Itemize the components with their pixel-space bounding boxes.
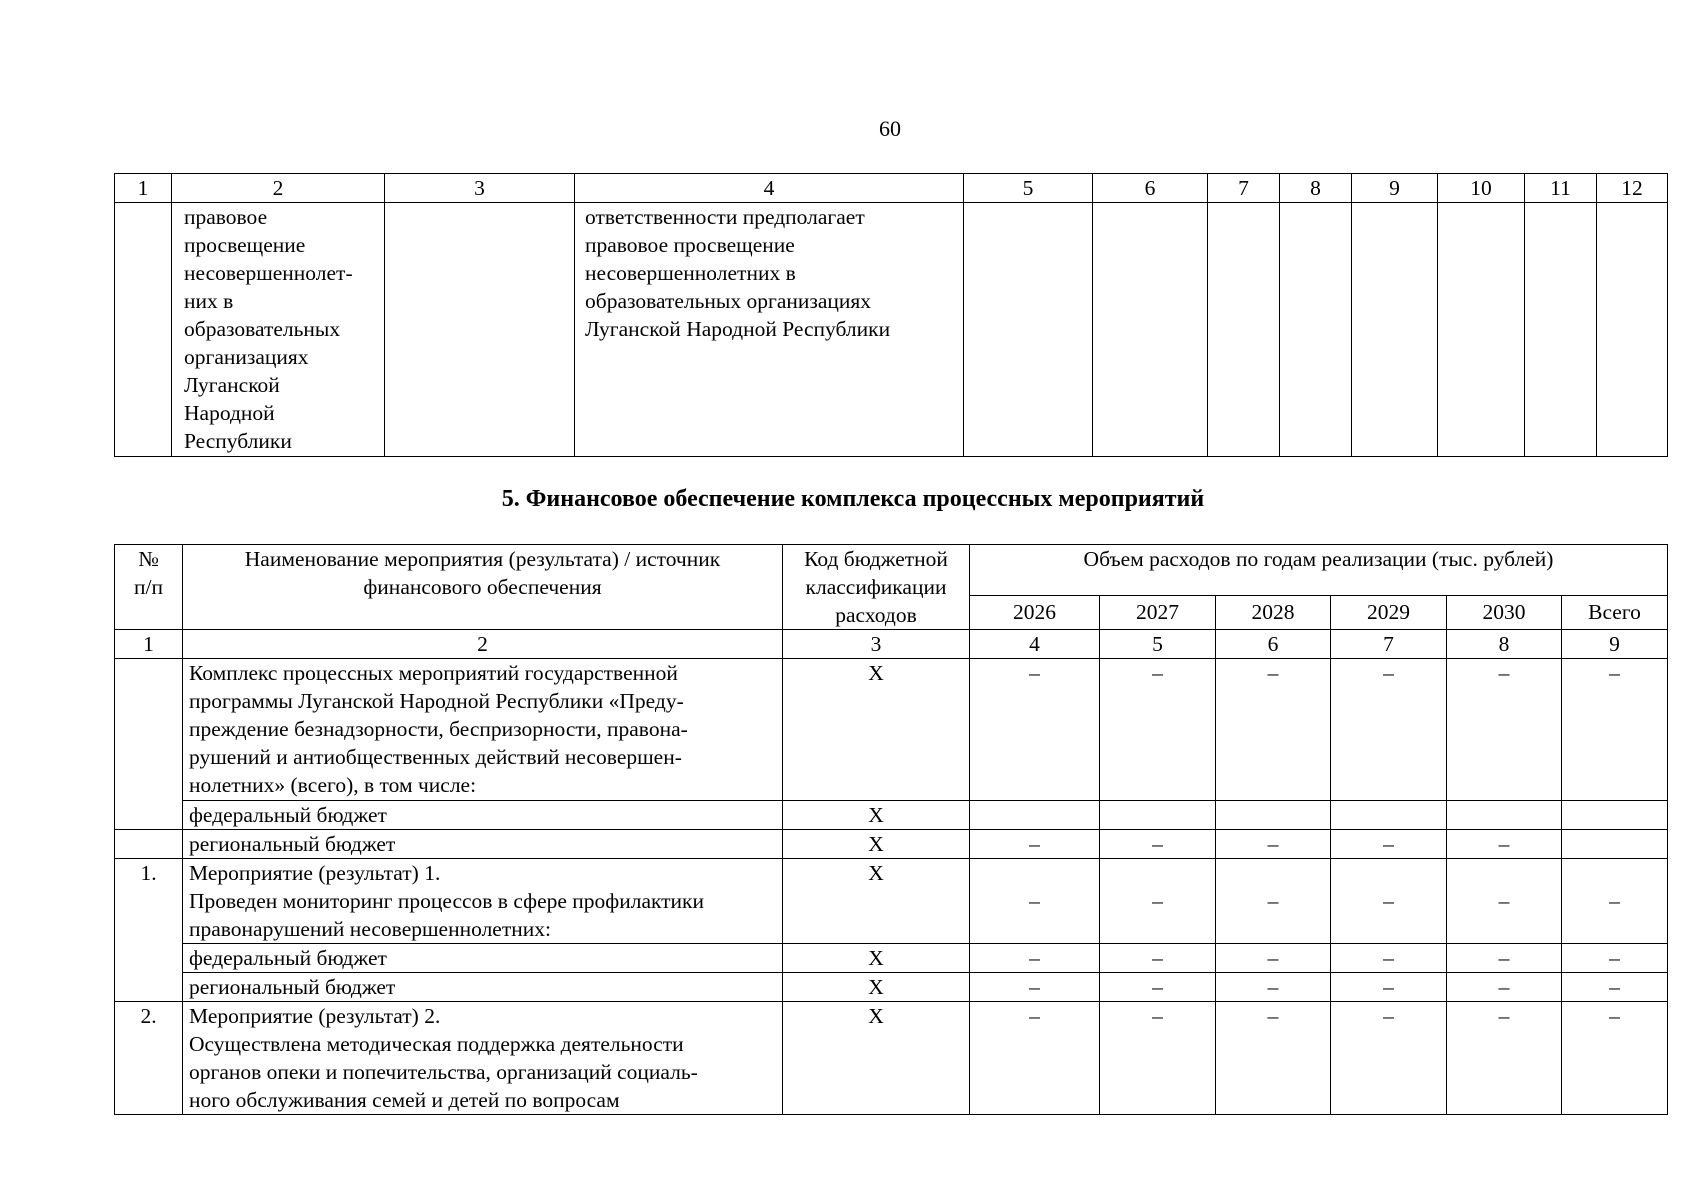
row-name: Комплекс процессных мероприятий государственной программы Луганской Народной Республики «Преду- преждение безнадзорности, беспризорности, правона- рушений и антиобщественных действий несовершен- нолетних» (всего), в том числе: bbox=[183, 659, 783, 801]
col-num: 2 bbox=[172, 174, 385, 203]
header-num: № п/п bbox=[115, 545, 183, 630]
row-code: Х bbox=[783, 659, 970, 801]
header-year: 2027 bbox=[1100, 595, 1216, 629]
value-cell: – bbox=[1100, 859, 1216, 944]
value-cell: – bbox=[970, 859, 1100, 944]
value-cell bbox=[1331, 801, 1447, 830]
value-cell: – bbox=[1447, 859, 1562, 944]
value-cell: – bbox=[1562, 1002, 1668, 1115]
cell bbox=[115, 203, 172, 457]
value-cell: – bbox=[1447, 830, 1562, 859]
page-number: 60 bbox=[879, 116, 901, 141]
col-num: 6 bbox=[1216, 630, 1331, 659]
col-num: 3 bbox=[385, 174, 575, 203]
value-cell: – bbox=[1216, 944, 1331, 973]
cell bbox=[1093, 203, 1208, 457]
table-row bbox=[115, 830, 1668, 859]
col-num: 1 bbox=[115, 630, 183, 659]
header-code: Код бюджетной классификации расходов bbox=[783, 545, 970, 630]
col-num: 12 bbox=[1597, 174, 1668, 203]
value-cell: – bbox=[1216, 830, 1331, 859]
value-cell: – bbox=[970, 973, 1100, 1002]
row-code: Х bbox=[783, 859, 970, 944]
col-num: 6 bbox=[1093, 174, 1208, 203]
value-cell: – bbox=[1331, 944, 1447, 973]
column-number-row bbox=[115, 630, 1668, 659]
header-name: Наименование мероприятия (результата) / источник финансового обеспечения bbox=[183, 545, 783, 630]
value-cell: – bbox=[1562, 659, 1668, 801]
col-num: 7 bbox=[1331, 630, 1447, 659]
value-cell: – bbox=[1331, 973, 1447, 1002]
col-num: 3 bbox=[783, 630, 970, 659]
cell bbox=[1352, 203, 1438, 457]
table-row bbox=[115, 801, 1668, 830]
value-cell: – bbox=[1100, 944, 1216, 973]
row-name: федеральный бюджет bbox=[183, 801, 783, 830]
col-num: 4 bbox=[970, 630, 1100, 659]
value-cell: – bbox=[1562, 859, 1668, 944]
row-code: Х bbox=[783, 830, 970, 859]
row-code: Х bbox=[783, 944, 970, 973]
financing-table bbox=[114, 544, 1668, 1115]
value-cell bbox=[1100, 801, 1216, 830]
header-year: 2030 bbox=[1447, 595, 1562, 629]
col-num: 7 bbox=[1208, 174, 1280, 203]
value-cell: – bbox=[1216, 1002, 1331, 1115]
value-cell: – bbox=[1447, 1002, 1562, 1115]
header-total: Всего bbox=[1562, 595, 1668, 629]
column-number-row bbox=[115, 174, 1668, 203]
cell-name: правовое просвещение несовершеннолет- них в образовательных организациях Луганской Народной Республики bbox=[172, 203, 385, 457]
row-name: Мероприятие (результат) 2. Осуществлена методическая поддержка деятельности органов опеки и попечительства, организаций социаль- ного обслуживания семей и детей по вопросам bbox=[183, 1002, 783, 1115]
value-cell: – bbox=[1100, 973, 1216, 1002]
value-cell: – bbox=[1331, 1002, 1447, 1115]
value-cell: – bbox=[1100, 1002, 1216, 1115]
table-row bbox=[115, 973, 1668, 1002]
value-cell: – bbox=[1331, 859, 1447, 944]
col-num: 9 bbox=[1352, 174, 1438, 203]
col-num: 4 bbox=[575, 174, 964, 203]
header-row bbox=[115, 545, 1668, 596]
value-cell: – bbox=[1562, 973, 1668, 1002]
value-cell bbox=[1562, 801, 1668, 830]
row-name: федеральный бюджет bbox=[183, 944, 783, 973]
value-cell: – bbox=[1216, 859, 1331, 944]
value-cell bbox=[1562, 830, 1668, 859]
continuation-table bbox=[114, 173, 1668, 457]
value-cell: – bbox=[1447, 659, 1562, 801]
cell-description: ответственности предполагает правовое просвещение несовершеннолетних в образовательных организациях Луганской Народной Республики bbox=[575, 203, 964, 457]
value-cell: – bbox=[970, 830, 1100, 859]
value-cell: – bbox=[1562, 944, 1668, 973]
value-cell: – bbox=[1447, 973, 1562, 1002]
header-year: 2026 bbox=[970, 595, 1100, 629]
col-num: 5 bbox=[1100, 630, 1216, 659]
value-cell: – bbox=[1331, 659, 1447, 801]
value-cell: – bbox=[970, 1002, 1100, 1115]
value-cell: – bbox=[970, 944, 1100, 973]
header-year: 2029 bbox=[1331, 595, 1447, 629]
value-cell: – bbox=[970, 659, 1100, 801]
col-num: 10 bbox=[1438, 174, 1525, 203]
value-cell: – bbox=[1331, 830, 1447, 859]
col-num: 1 bbox=[115, 174, 172, 203]
header-volume: Объем расходов по годам реализации (тыс. рублей) bbox=[970, 545, 1668, 596]
table-row bbox=[115, 203, 1668, 457]
row-code: Х bbox=[783, 1002, 970, 1115]
row-code: Х bbox=[783, 801, 970, 830]
cell bbox=[964, 203, 1093, 457]
cell bbox=[1208, 203, 1280, 457]
cell bbox=[115, 830, 183, 859]
value-cell: – bbox=[1100, 659, 1216, 801]
row-name: региональный бюджет bbox=[183, 973, 783, 1002]
value-cell: – bbox=[1447, 944, 1562, 973]
row-number: 2. bbox=[115, 1002, 183, 1115]
header-year: 2028 bbox=[1216, 595, 1331, 629]
value-cell bbox=[1447, 801, 1562, 830]
row-code: Х bbox=[783, 973, 970, 1002]
cell bbox=[115, 659, 183, 830]
cell bbox=[1525, 203, 1597, 457]
col-num: 9 bbox=[1562, 630, 1668, 659]
col-num: 8 bbox=[1280, 174, 1352, 203]
cell bbox=[1597, 203, 1668, 457]
col-num: 5 bbox=[964, 174, 1093, 203]
value-cell bbox=[1216, 801, 1331, 830]
col-num: 2 bbox=[183, 630, 783, 659]
value-cell bbox=[970, 801, 1100, 830]
row-name: Мероприятие (результат) 1. Проведен мониторинг процессов в сфере профилактики правонарушений несовершеннолетних: bbox=[183, 859, 783, 944]
table-row bbox=[115, 859, 1668, 944]
table-row bbox=[115, 659, 1668, 801]
cell bbox=[385, 203, 575, 457]
col-num: 8 bbox=[1447, 630, 1562, 659]
col-num: 11 bbox=[1525, 174, 1597, 203]
cell bbox=[1438, 203, 1525, 457]
value-cell: – bbox=[1100, 830, 1216, 859]
cell bbox=[1280, 203, 1352, 457]
table-row bbox=[115, 944, 1668, 973]
value-cell: – bbox=[1216, 659, 1331, 801]
row-name: региональный бюджет bbox=[183, 830, 783, 859]
section-title: 5. Финансовое обеспечение комплекса процессных мероприятий bbox=[501, 486, 1205, 512]
value-cell: – bbox=[1216, 973, 1331, 1002]
row-number: 1. bbox=[115, 859, 183, 1002]
table-row bbox=[115, 1002, 1668, 1115]
